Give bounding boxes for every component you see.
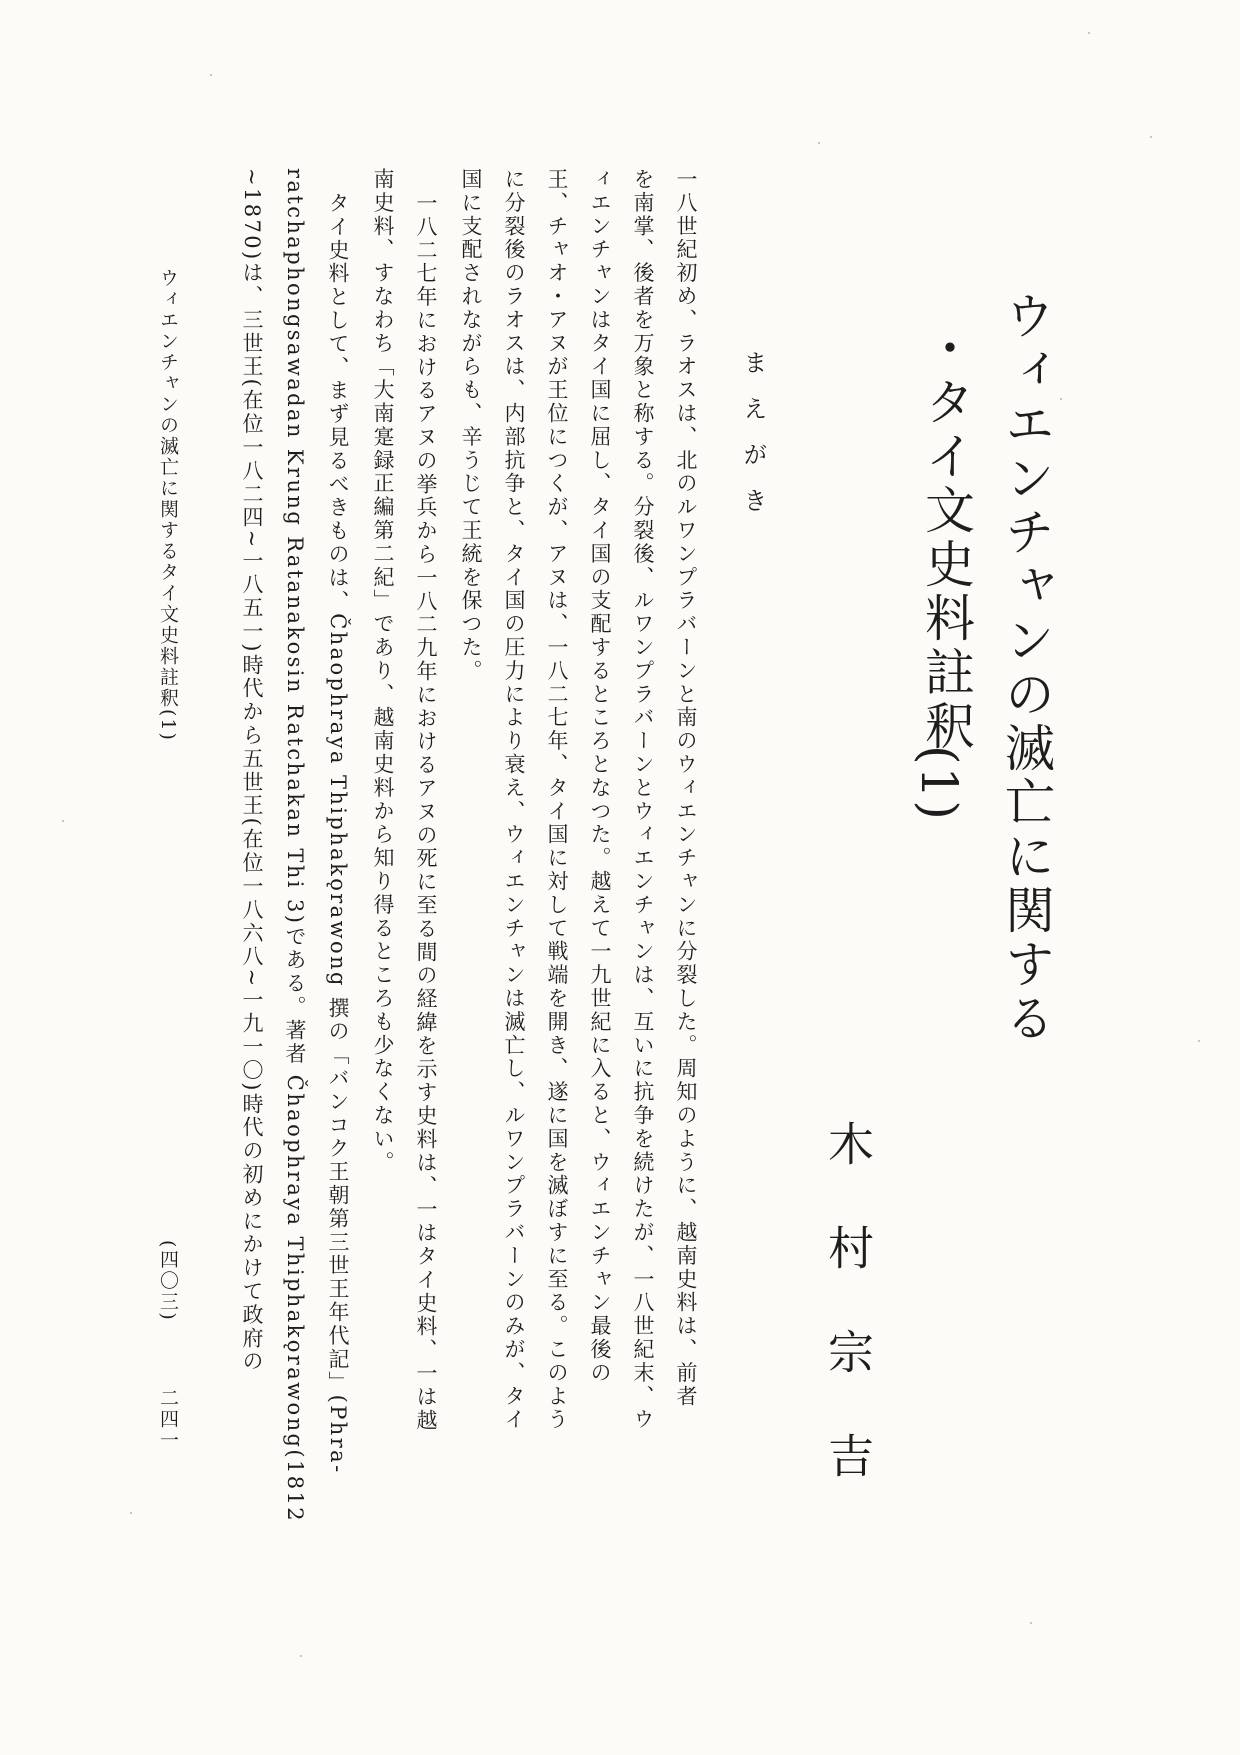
- scan-speck: [1150, 136, 1152, 138]
- body-line: に分裂後のラオスは、内部抗争と、タイ国の圧力により衰え、ウィエンチャンは滅亡し、ルワンプラバーンのみが、タイ: [502, 168, 526, 1432]
- scan-speck: [1088, 32, 1090, 34]
- body-line: ratchaphongsawadan Krung Ratanakosin Ratchakan Thi 3)である。著者 Čhaophraya Thiphakǫrawong(1812: [283, 168, 307, 1523]
- scan-speck: [1198, 1040, 1200, 1042]
- body-line: を南掌、後者を万象と称する。分裂後、ルワンプラバーンとウィエンチャンは、互いに抗争を続けたが、一八世紀末、ウ: [631, 168, 655, 1432]
- scan-speck: [1030, 1622, 1032, 1624]
- scan-speck: [1060, 398, 1062, 400]
- section-heading: まえがき: [739, 350, 767, 534]
- body-line: ィエンチャンはタイ国に屈し、タイ国の支配するところとなつた。越えて一九世紀に入ると、ウィエンチャン最後の: [588, 168, 612, 1385]
- author-name: 木村宗吉: [821, 1120, 875, 1536]
- page-number-original: (四〇三): [157, 1240, 179, 1322]
- scan-speck: [130, 1512, 132, 1514]
- body-line: ~1870)は、三世王(在位一八二四~一八五一)時代から五世王(在位一八六八~一九一〇)時代の初めにかけて政府の: [240, 168, 264, 1374]
- article-title-part-number: (1): [910, 745, 968, 822]
- scan-speck: [300, 1655, 302, 1657]
- scan-speck: [818, 142, 820, 144]
- running-title: ウィエンチャンの滅亡に関するタイ文史料註釈(1): [157, 268, 179, 742]
- body-line: 一八二七年におけるアヌの挙兵から一八二九年におけるアヌの死に至る間の経緯を示す史料は、一はタイ史料、一は越: [414, 192, 438, 1433]
- page-number: 二四一: [157, 1388, 179, 1451]
- body-line: 一八世紀初め、ラオスは、北のルワンプラバーンと南のウィエンチャンに分裂した。周知のように、越南史料は、前者: [674, 168, 698, 1409]
- scan-speck: [62, 820, 64, 822]
- body-line: 南史料、すなわち「大南寔録正編第二紀」であり、越南史料から知り得るところも少なくない。: [371, 168, 395, 1175]
- body-line: タイ史料として、まず見るべきものは、Čhaophraya Thiphakǫrawong 撰の「バンコク王朝第三世王年代記」(Phra-: [326, 192, 350, 1475]
- body-line: 王、チャオ・アヌが王位につくが、アヌは、一八二七年、タイ国に対して戦端を開き、遂に国を滅ぼすに至る。このよう: [545, 168, 569, 1432]
- article-title-line-1: ウィエンチャンの滅亡に関する: [997, 290, 1055, 1046]
- scan-speck: [210, 74, 212, 76]
- body-line: 国に支配されながらも、辛うじて王統を保つた。: [459, 168, 483, 683]
- article-title-line-2: ・タイ文史料註釈: [917, 322, 975, 754]
